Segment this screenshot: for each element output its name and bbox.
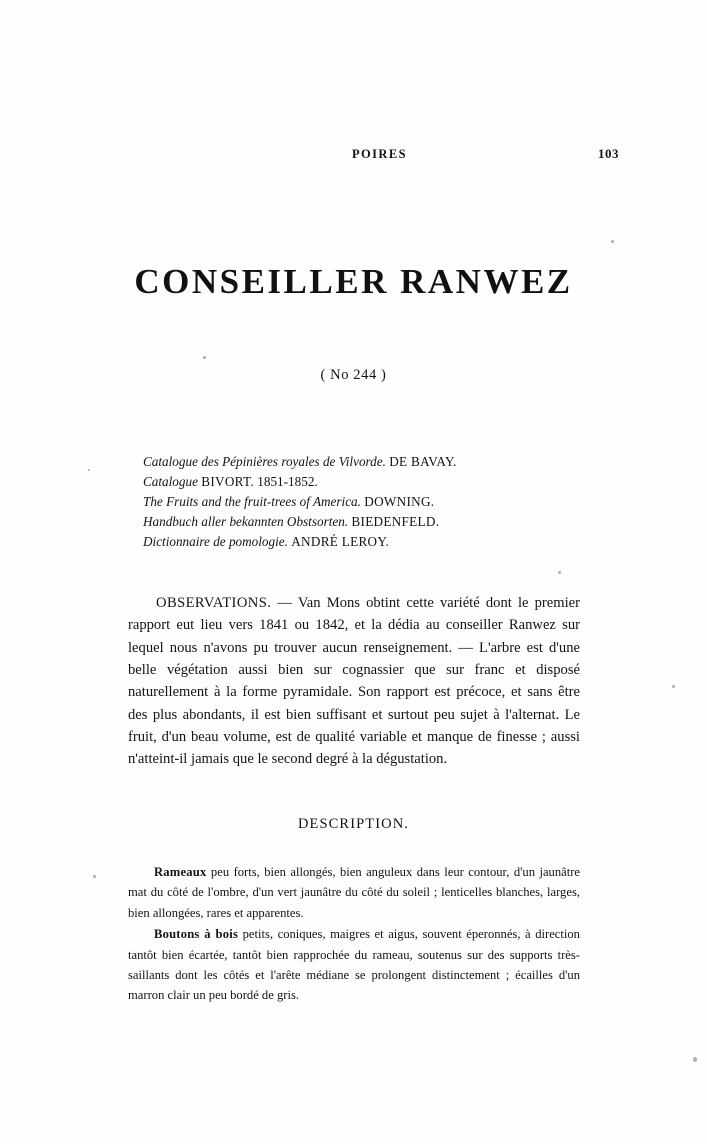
reference-work: Dictionnaire de pomologie. xyxy=(143,534,288,550)
description-term: Boutons à bois xyxy=(154,927,239,942)
reference-list xyxy=(143,452,593,552)
scan-speck xyxy=(88,469,90,471)
reference-author: BIVORT. xyxy=(201,474,254,490)
scan-speck xyxy=(672,685,675,688)
page-title: CONSEILLER RANWEZ xyxy=(134,262,573,301)
reference-item xyxy=(143,512,593,532)
description-entry xyxy=(128,862,580,923)
reference-work: The Fruits and the fruit-trees of America. xyxy=(143,494,361,510)
cultivar-number: ( No 244 ) xyxy=(320,367,387,383)
scan-speck xyxy=(203,356,206,359)
observations-paragraph xyxy=(128,592,580,771)
reference-date: 1851-1852. xyxy=(257,474,318,490)
scan-speck xyxy=(93,875,96,878)
reference-work: Handbuch aller bekannten Obstsorten. xyxy=(143,514,349,530)
description-term: Rameaux xyxy=(154,865,207,879)
reference-author: BIEDENFELD. xyxy=(351,514,440,530)
description-text: petits, coniques, maigres et aigus, souvent éperonnés, à direction tantôt bien écartée, tantôt bien rapprochée du rameau, soutenus sur des supports très-saillants dont les côtés et l'arête médiane se prolongent distinctement ; écailles d'un marron clair un peu bordé de gris. xyxy=(128,927,580,1003)
description-heading: DESCRIPTION. xyxy=(297,816,410,832)
reference-work: Catalogue xyxy=(143,474,198,490)
description-body xyxy=(128,862,580,1007)
reference-work: Catalogue des Pépinières royales de Vilvorde. xyxy=(143,454,386,469)
reference-item xyxy=(143,532,593,552)
reference-item xyxy=(143,492,593,512)
reference-author: DE BAVAY. xyxy=(389,454,457,469)
reference-item xyxy=(143,452,593,472)
page-number: 103 xyxy=(598,146,619,161)
reference-author: ANDRÉ LEROY. xyxy=(291,534,390,550)
reference-author: DOWNING. xyxy=(364,494,435,510)
observations-label: OBSERVATIONS. xyxy=(156,595,272,611)
reference-item xyxy=(143,472,593,492)
observations-text: — Van Mons obtint cette variété dont le premier rapport eut lieu vers 1841 ou 1842, et la dédia au conseiller Ranwez sur lequel nous n'avons pu trouver aucun renseignement. — L'arbre est d'une belle végétation aussi bien sur cognassier que sur franc et disposé naturellement à la forme pyramidale. Son rapport est précoce, et sans être des plus abondants, il est bien suffisant et surtout peu sujet à l'alternat. Le fruit, d'un beau volume, est de qualité variable et manque de finesse ; aussi n'atteint-il jamais que le second degré à la dégustation. xyxy=(128,595,580,768)
scan-speck xyxy=(558,571,561,574)
scan-speck xyxy=(611,240,614,243)
running-head xyxy=(98,146,619,162)
scan-speck xyxy=(693,1057,697,1062)
description-text: peu forts, bien allongés, bien anguleux dans leur contour, d'un jaunâtre mat du côté de l'ombre, d'un vert jaunâtre du côté du soleil ; lenticelles blanches, larges, bien allongées, rares et apparentes. xyxy=(128,865,580,920)
running-title: POIRES xyxy=(352,147,407,161)
description-entry xyxy=(128,924,580,1006)
